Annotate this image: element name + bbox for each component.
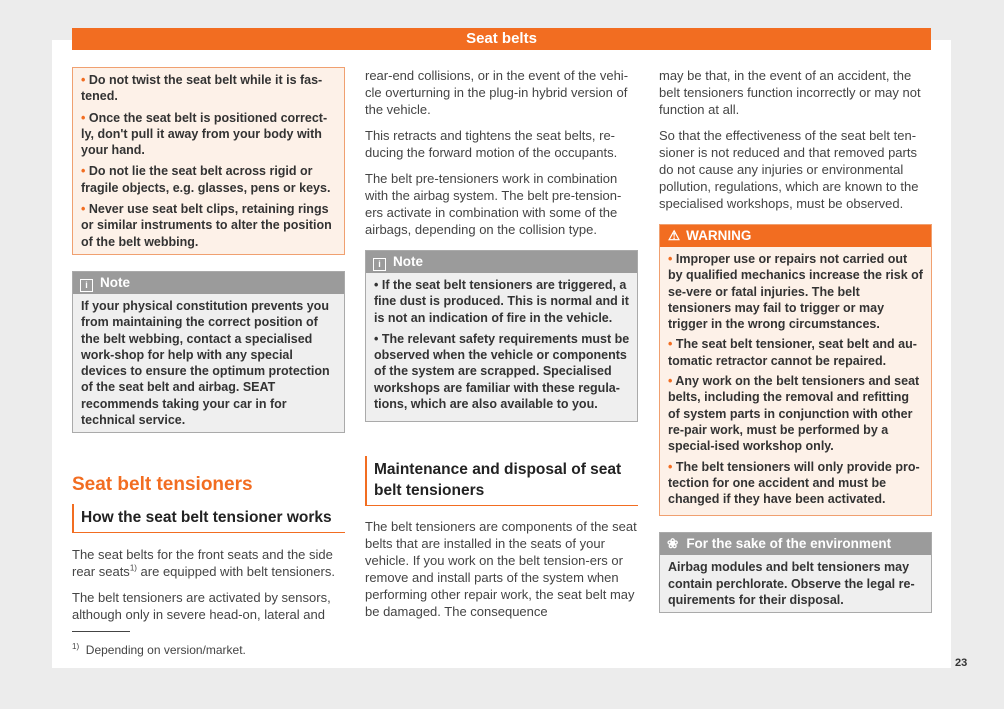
warning-item: • Improper use or repairs not carried out by qualified mechanics increase the risk of se-vere or fatal injuries. The belt tensioners may fail to trigger or may trigger in the wrong circumstances. xyxy=(668,252,923,332)
warning-item: • The belt tensioners will only provide pro-tection for one accident and must be changed if they have been activated. xyxy=(668,459,920,507)
bullet-icon: • xyxy=(81,164,89,179)
bullet-icon: • xyxy=(81,110,89,125)
page-header: Seat belts xyxy=(72,28,931,50)
paragraph: may be that, in the event of an accident, the belt tensioners function incorrectly or may not function at all. xyxy=(659,68,921,117)
warning-item: • Any work on the belt tensioners and seat belts, including the removal and refitting of system parts in conjunction with other re-pair work, must be performed by a special-ised workshop only. xyxy=(668,374,920,454)
paragraph: rear-end collisions, or in the event of the vehi-cle overturning in the plug-in hybrid version of the vehicle. xyxy=(365,68,629,117)
warning-item: • The seat belt tensioner, seat belt and au-tomatic retractor cannot be repaired. xyxy=(668,337,917,368)
subsection-title: Maintenance and disposal of seat belt tensioners xyxy=(365,456,638,506)
column-2 xyxy=(365,67,638,629)
note-header: i Note xyxy=(366,251,637,273)
page-number: 23 xyxy=(955,657,968,669)
column-3 xyxy=(659,67,932,613)
caution-box xyxy=(72,67,345,255)
paragraph: The belt pre-tensioners work in combination with the airbag system. The belt pre-tension-ers activate in combination with some of the airbags, depending on the collision type. xyxy=(365,171,622,237)
note-item: • If the seat belt tensioners are triggered, a fine dust is produced. This is normal and it is not an indication of fire in the vehicle. xyxy=(374,278,629,325)
caution-item: • Once the seat belt is positioned correct-ly, don't pull it away from your body with your hand. xyxy=(81,110,328,158)
section-title: Seat belt tensioners xyxy=(72,474,253,496)
warning-list xyxy=(660,247,931,515)
bullet-icon: • xyxy=(81,73,89,87)
note-list xyxy=(366,273,637,421)
note-box xyxy=(72,271,345,433)
note-box xyxy=(365,250,638,422)
note-item: • The relevant safety requirements must be observed when the vehicle or components of the system are scrapped. Specialised workshops are familiar with these regula-tions, which are also available to you. xyxy=(374,331,630,412)
subsection-title: How the seat belt tensioner works xyxy=(72,504,345,533)
caution-item: • Do not lie the seat belt across rigid or fragile objects, e.g. glasses, pens or keys. xyxy=(81,164,331,195)
paragraph: The seat belts for the front seats and the side rear seats$^{1)}$ are equipped with belt tensioners. xyxy=(72,547,335,580)
environment-box xyxy=(659,532,932,613)
info-icon: i xyxy=(373,258,386,271)
paragraph: This retracts and tightens the seat belts, re-ducing the forward motion of the occupants. xyxy=(365,128,618,160)
environment-header: ❀ For the sake of the environment xyxy=(660,533,931,555)
leaf-icon: ❀ xyxy=(667,536,679,552)
info-icon: i xyxy=(80,279,93,292)
paragraph: The belt tensioners are components of the seat belts that are installed in the seats of your vehicle. If you work on the belt tension-ers or remove and install parts of the system when performing other repair work, the seat belt may be damaged. The consequence xyxy=(365,519,637,620)
paragraph: So that the effectiveness of the seat belt ten-sioner is not reduced and that removed parts do not cause any injuries or environmental pollution, regulations, which are known to the specialised workshops, must be observed. xyxy=(659,128,919,211)
footnote-divider xyxy=(72,631,130,632)
note-text: If your physical constitution prevents you from maintaining the correct position of the belt webbing, contact a specialised work-shop for help with any special devices to ensure the optimum protection of the seat belt and airbag. SEAT recommends taking your car in for technical service. xyxy=(81,298,330,428)
paragraph: The belt tensioners are activated by sensors, although only in severe head-on, lateral and xyxy=(72,590,331,623)
warning-triangle-icon: ⚠ xyxy=(668,228,681,243)
bullet-icon: • xyxy=(81,202,89,217)
footnote-ref[interactable]: 1) xyxy=(129,564,137,574)
environment-text: Airbag modules and belt tensioners may contain perchlorate. Observe the legal re-quirements for their disposal. xyxy=(668,560,915,608)
warning-box xyxy=(659,224,932,516)
warning-header: ⚠ WARNING xyxy=(660,225,931,247)
note-header: i Note xyxy=(73,272,344,294)
caution-item: • Never use seat belt clips, retaining rings or similar instruments to alter the position of the belt webbing. xyxy=(81,202,332,249)
caution-item: • Do not twist the seat belt while it is fas-tened. xyxy=(81,73,323,104)
footnote: $^{1)}$ Depending on version/market. xyxy=(72,642,246,657)
column-1 xyxy=(72,67,345,632)
